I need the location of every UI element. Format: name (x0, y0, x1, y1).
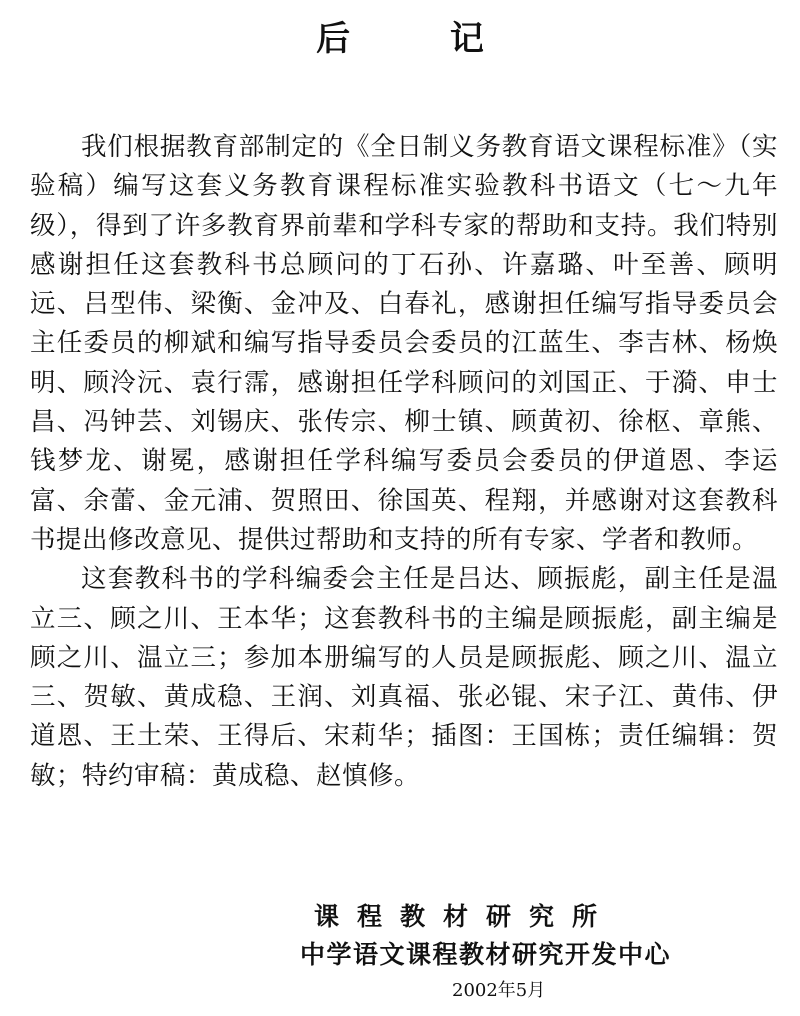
afterword-body (30, 128, 778, 796)
page-title: 后 记 (316, 19, 528, 59)
paragraph-acknowledgements: 我们根据教育部制定的《全日制义务教育语文课程标准》（实验稿）编写这套义务教育课程标准实验教科书语文（七～九年级），得到了许多教育界前辈和学科专家的帮助和支持。我们特别感谢担任这套教科书总顾问的丁石孙、许嘉璐、叶至善、顾明远、吕型伟、梁衡、金冲及、白春礼，感谢担任编写指导委员会主任委员的柳斌和编写指导委员会委员的江蓝生、李吉林、杨焕明、顾泠沅、袁行霈，感谢担任学科顾问的刘国正、于漪、申士昌、冯钟芸、刘锡庆、张传宗、柳士镇、顾黄初、徐枢、章熊、钱梦龙、谢冕，感谢担任学科编写委员会委员的伊道恩、李运富、余蕾、金元浦、贺照田、徐国英、程翔，并感谢对这套教科书提出修改意见、提供过帮助和支持的所有专家、学者和教师。 (30, 132, 778, 555)
signature-block (300, 898, 720, 1006)
paragraph-editorial-staff: 这套教科书的学科编委会主任是吕达、顾振彪，副主任是温立三、顾之川、王本华；这套教科书的主编是顾振彪，副主编是顾之川、温立三；参加本册编写的人员是顾振彪、顾之川、温立三、贺敏、黄成稳、王润、刘真福、张必锟、宋子江、黄伟、伊道恩、王土荣、王得后、宋莉华；插图：王国栋；责任编辑：贺敏；特约审稿：黄成稳、赵慎修。 (30, 564, 778, 791)
signature-center: 中学语文课程教材研究开发中心 (300, 940, 672, 969)
signature-institute: 课程教材研究所 (314, 902, 616, 931)
signature-date: 2002年5月 (452, 980, 546, 1001)
